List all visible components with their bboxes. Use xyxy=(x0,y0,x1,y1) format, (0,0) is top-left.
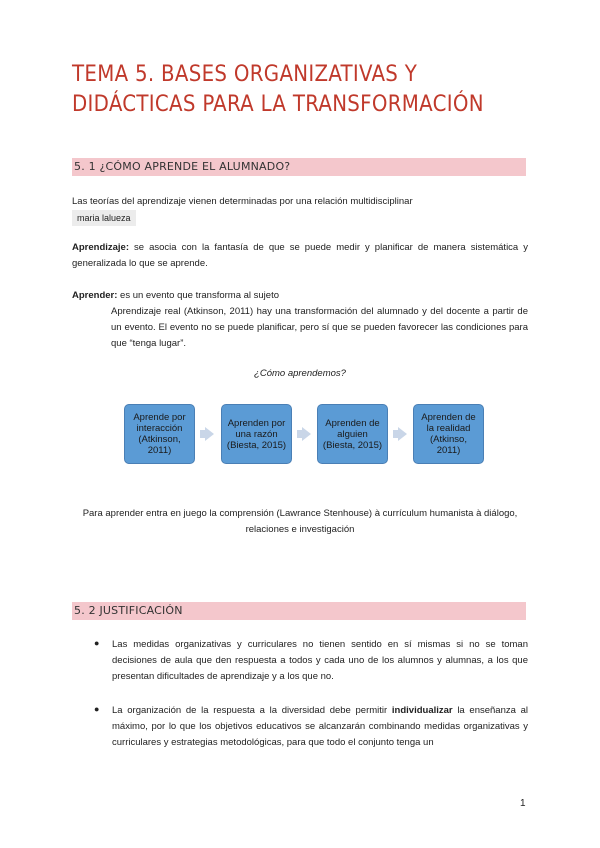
aprendizaje-paragraph xyxy=(72,240,528,272)
aprendizaje-real-paragraph: Aprendizaje real (Atkinson, 2011) hay una transformación del alumnado y del docente a partir de un evento. El evento no se puede planificar, pero sí que se pueden favorecer las condiciones para que “tenga lugar”. xyxy=(111,306,528,349)
section-heading-2: 5. 2 JUSTIFICACIÓN xyxy=(72,602,526,620)
author-tag: maria lalueza xyxy=(72,210,136,226)
aprendizaje-definition: se asocia con la fantasía de que se puede medir y planificar de manera sistemática y generalizada lo que se aprende. xyxy=(72,242,528,269)
aprendizaje-term: Aprendizaje: xyxy=(72,242,130,253)
flow-arrow-icon-2 xyxy=(302,427,311,441)
page-number: 1 xyxy=(520,798,526,809)
bullet-icon-2: ● xyxy=(94,704,100,714)
flow-box-razon: Aprenden por una razón (Biesta, 2015) xyxy=(221,404,292,464)
bullet-2-text-a: La organización de la respuesta a la diversidad debe permitir xyxy=(112,705,392,716)
aprender-paragraph xyxy=(72,288,528,304)
bullet-icon-1: ● xyxy=(94,638,100,648)
learning-flow-diagram xyxy=(124,404,488,464)
section-heading-1: 5. 1 ¿CÓMO APRENDE EL ALUMNADO? xyxy=(72,158,526,176)
diagram-title: ¿Cómo aprendemos? xyxy=(254,368,346,379)
flow-box-alguien: Aprenden de alguien (Biesta, 2015) xyxy=(317,404,388,464)
aprender-term: Aprender: xyxy=(72,290,118,301)
justification-bullet-2 xyxy=(112,703,528,751)
bullet-2-text-c: la enseñanza al máximo, por lo que los objetivos educativos se alcanzarán combinando medidas organizativas y curriculares y estrategias metodológicas, para que todo el conjunto tenga un xyxy=(112,705,528,748)
flow-arrow-icon-3 xyxy=(398,427,407,441)
flow-box-interaccion: Aprende por interacción (Atkinson, 2011) xyxy=(124,404,195,464)
aprender-definition: es un evento que transforma al sujeto xyxy=(117,290,280,301)
flow-arrow-icon-1 xyxy=(205,427,214,441)
justification-bullet-1: Las medidas organizativas y curriculares no tienen sentido en sí mismas si no se toman decisiones de aula que den respuesta a todos y cada uno de los alumnos y alumnas, a los que presentan dificultades de aprendizaje y a los que no. xyxy=(112,639,528,682)
closing-paragraph: Para aprender entra en juego la comprensión (Lawrance Stenhouse) à currículum humanista à diálogo, relaciones e investigación xyxy=(82,508,518,535)
bullet-2-emphasis: individualizar xyxy=(391,705,453,716)
intro-text: Las teorías del aprendizaje vienen determinadas por una relación multidisciplinar xyxy=(72,196,413,207)
document-title: TEMA 5. BASES ORGANIZATIVAS Y DIDÁCTICAS PARA LA TRANSFORMACIÓN xyxy=(72,62,484,117)
flow-box-realidad: Aprenden de la realidad (Atkinso, 2011) xyxy=(413,404,484,464)
